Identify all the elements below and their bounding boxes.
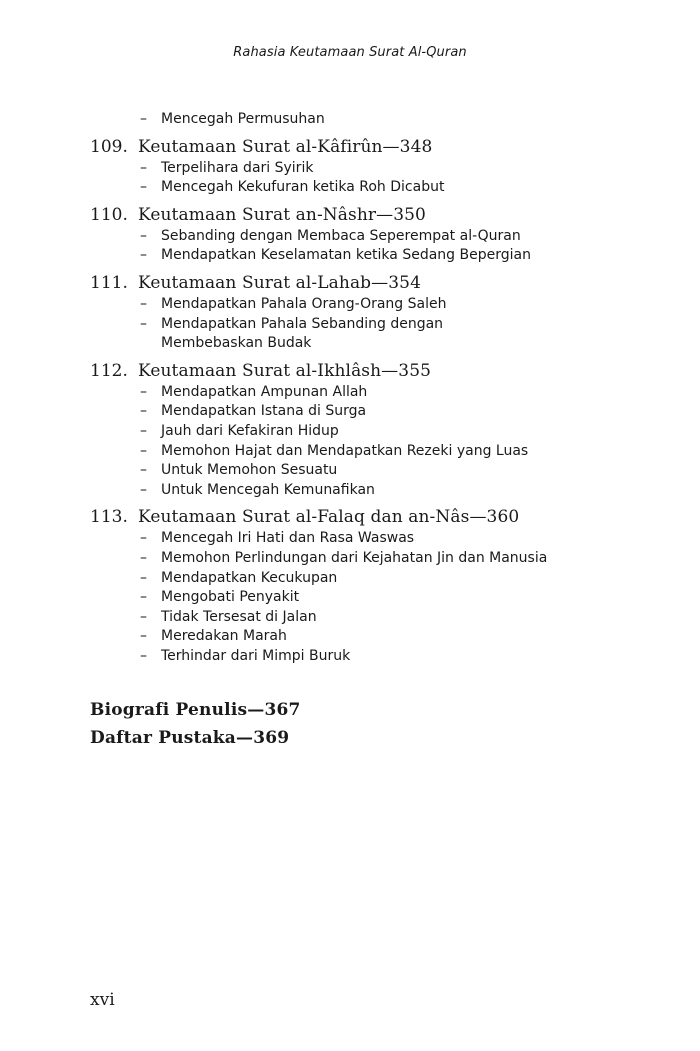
section-items [90,383,650,501]
section-number: 111. [90,272,128,293]
list-item-text: Terpelihara dari Syirik [161,159,314,176]
dash-marker: – [140,295,147,312]
dash-marker: – [140,462,147,479]
section-heading [90,360,650,383]
list-item [90,461,650,481]
section-heading [90,204,650,227]
list-item-text: Sebanding dengan Membaca Seperempat al-Quran [161,227,521,244]
section-heading [90,506,650,529]
section-heading [90,136,650,159]
list-item [90,549,650,569]
section-title: Keutamaan Surat an-Nâshr—350 [138,204,426,225]
list-item [90,178,650,198]
list-item-text: Mendapatkan Istana di Surga [161,403,367,420]
dash-marker: – [140,608,147,625]
list-item-text: Membebaskan Budak [161,335,312,352]
dash-marker: – [140,481,147,498]
list-item [90,159,650,179]
list-item [90,647,650,667]
dash-marker: – [140,549,147,566]
list-item [90,481,650,501]
dash-marker: – [140,647,147,664]
dash-marker: – [140,530,147,547]
list-item-text: Mencegah Permusuhan [161,111,325,127]
continuation-list [90,110,650,130]
section-number: 113. [90,507,128,528]
dash-marker: – [140,315,147,332]
dash-marker: – [140,383,147,400]
list-item-text: Mendapatkan Pahala Sebanding dengan [161,315,444,332]
list-item-text: Jauh dari Kefakiran Hidup [161,422,339,439]
list-item [90,295,650,315]
section-number: 109. [90,136,128,157]
section-heading [90,272,650,295]
toc-section-110 [90,204,650,266]
back-matter [90,696,650,752]
back-matter-bibliography: Daftar Pustaka—369 [90,728,290,749]
back-matter-biography: Biografi Penulis—367 [90,700,301,721]
dash-marker: – [140,422,147,439]
section-title: Keutamaan Surat al-Falaq dan an-Nâs—360 [138,507,520,528]
list-item [90,588,650,608]
list-item-text: Mendapatkan Keselamatan ketika Sedang Bepergian [161,247,531,264]
section-items [90,227,650,266]
section-title: Keutamaan Surat al-Kâfirûn—348 [138,136,433,157]
list-item-text: Untuk Mencegah Kemunafikan [161,481,375,498]
dash-marker: – [140,569,147,586]
list-item [90,608,650,628]
dash-marker: – [140,227,147,244]
list-item-text: Mencegah Iri Hati dan Rasa Waswas [161,530,415,547]
list-item [90,383,650,403]
running-header: Rahasia Keutamaan Surat Al-Quran [233,45,467,60]
dash-marker: – [140,111,147,127]
page-number: xvi [90,990,115,1010]
list-item [90,529,650,549]
list-item [90,422,650,442]
toc-section-112 [90,360,650,501]
dash-marker: – [140,179,147,196]
list-item [90,315,650,335]
dash-marker: – [140,442,147,459]
table-of-contents [90,110,650,752]
dash-marker: – [140,628,147,645]
dash-marker: – [140,403,147,420]
list-item-text: Mengobati Penyakit [161,589,300,606]
list-item-text: Terhindar dari Mimpi Buruk [161,647,351,664]
section-title: Keutamaan Surat al-Lahab—354 [138,272,422,293]
list-item-continuation [90,334,650,354]
dash-marker: – [140,159,147,176]
list-item [90,442,650,462]
section-items [90,295,650,354]
list-item-text: Memohon Hajat dan Mendapatkan Rezeki yang Luas [161,442,529,459]
list-item [90,627,650,647]
list-item [90,227,650,247]
section-number: 112. [90,360,128,381]
list-item-text: Mendapatkan Ampunan Allah [161,383,368,400]
list-item-text: Memohon Perlindungan dari Kejahatan Jin dan Manusia [161,549,548,566]
list-item [90,402,650,422]
dash-marker: – [140,247,147,264]
list-item-text: Untuk Memohon Sesuatu [161,462,338,479]
list-item-text: Mendapatkan Pahala Orang-Orang Saleh [161,295,447,312]
toc-section-109 [90,136,650,198]
list-item [90,246,650,266]
toc-section-113 [90,506,650,666]
dash-marker: – [140,589,147,606]
list-item-text: Meredakan Marah [161,628,287,645]
list-item-text: Mendapatkan Kecukupan [161,569,338,586]
list-item-text: Tidak Tersesat di Jalan [161,608,317,625]
list-item [90,110,650,130]
section-title: Keutamaan Surat al-Ikhlâsh—355 [138,360,432,381]
section-items [90,529,650,666]
section-number: 110. [90,204,128,225]
toc-section-111 [90,272,650,354]
list-item-text: Mencegah Kekufuran ketika Roh Dicabut [161,179,445,196]
section-items [90,159,650,198]
list-item [90,569,650,589]
